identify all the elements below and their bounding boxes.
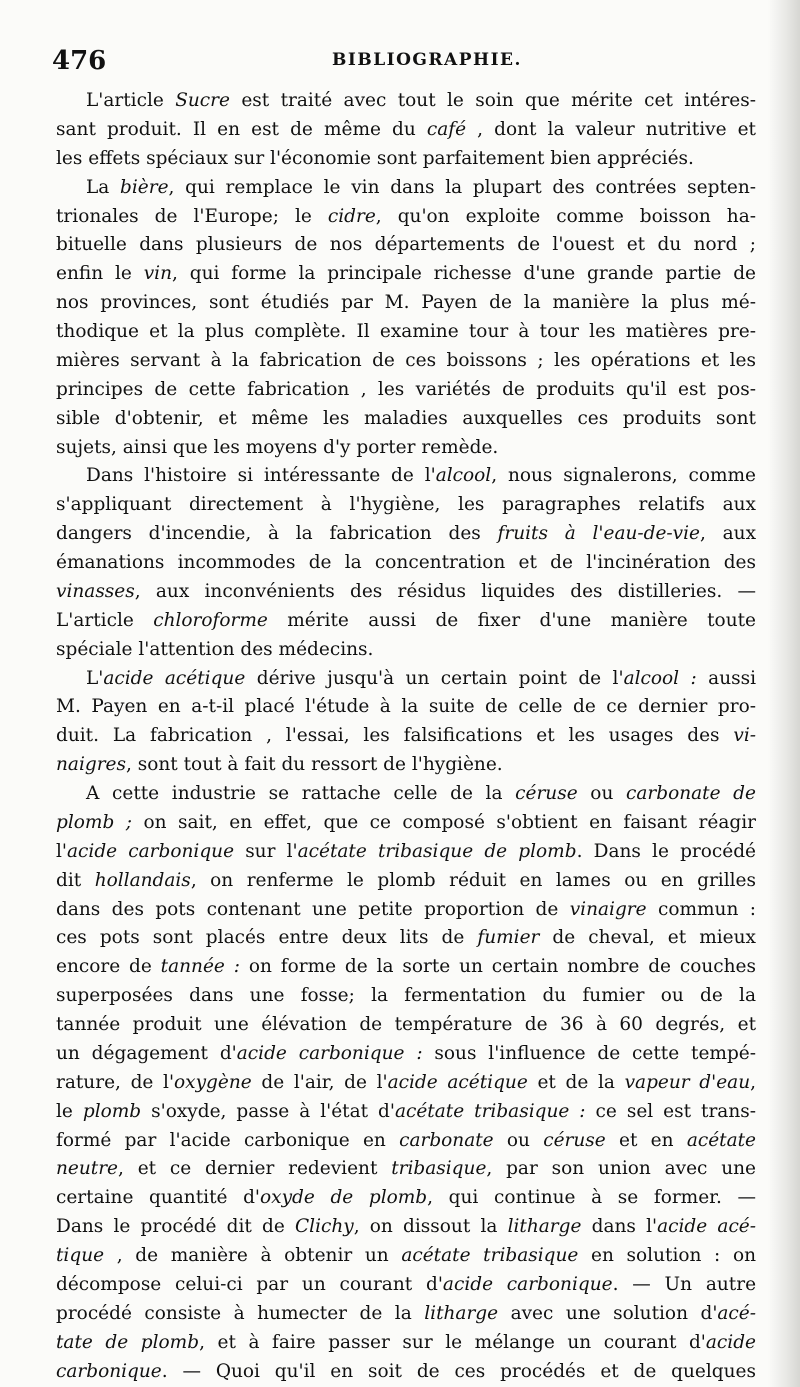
text-run: on sait, en effet, que ce composé s'obtient en faisant réagir: [132, 811, 756, 833]
text-line: [56, 462, 756, 491]
text-line: [56, 231, 756, 260]
text-run: , on dissout la: [353, 1216, 508, 1238]
text-line: [56, 491, 756, 520]
text-run: procédé consiste à humecter de la: [56, 1302, 425, 1324]
italic-term: acétate tribasique de plomb: [297, 840, 577, 862]
body-text: [56, 87, 756, 1386]
text-line: [56, 838, 756, 867]
text-run: superposées dans une fosse; la fermentation du fumier ou de la: [56, 985, 756, 1007]
text-run: , nous signalerons, comme: [491, 465, 756, 487]
text-run: ce sel est trans-: [585, 1100, 756, 1122]
text-run: décompose celui-ci par un courant d': [56, 1273, 443, 1295]
text-run: , qui continue à se former. —: [427, 1187, 756, 1209]
italic-term: acide acé-: [657, 1216, 757, 1238]
text-run: émanations incommodes de la concentration et de l'incinération des: [56, 552, 756, 573]
text-run: dans l': [581, 1216, 658, 1238]
text-run: , et à faire passer sur le mélange un courant d': [199, 1331, 706, 1353]
italic-term: vi-: [733, 725, 756, 747]
page-number: 476: [52, 46, 107, 76]
italic-term: acétate tribasique :: [394, 1100, 586, 1122]
text-line: [56, 549, 756, 578]
italic-term: acé-: [717, 1302, 756, 1324]
text-line: [56, 1271, 756, 1300]
italic-term: acide acétique: [103, 667, 246, 689]
text-run: sous l'influence de cette tempé-: [422, 1042, 757, 1064]
text-run: spéciale l'attention des médecins.: [56, 638, 374, 660]
italic-term: carbonate: [399, 1129, 494, 1151]
text-run: Dans le procédé dit de: [56, 1216, 295, 1238]
text-run: et en: [605, 1129, 687, 1151]
text-run: et de la: [527, 1071, 625, 1093]
text-line: [56, 665, 756, 694]
italic-term: acétate: [686, 1129, 756, 1151]
text-run: dérive jusqu'à un certain point de l': [245, 667, 624, 689]
text-line: [56, 174, 756, 203]
text-line: [56, 1098, 756, 1127]
italic-term: acide carbonique: [67, 840, 235, 862]
italic-term: acide: [705, 1331, 756, 1353]
text-run: . — Un autre: [612, 1273, 757, 1295]
text-run: ou: [577, 783, 626, 804]
italic-term: vinasses: [56, 580, 135, 602]
text-line: [56, 578, 756, 607]
italic-term: fumier: [477, 927, 540, 949]
text-run: est traité avec tout le soin que mérite cet intéres-: [229, 90, 757, 111]
text-line: [56, 693, 756, 722]
text-run: le: [56, 1100, 83, 1122]
italic-term: carbonate de: [626, 783, 756, 804]
page-edge-shadow: [768, 0, 800, 1387]
italic-term: vapeur d'eau: [624, 1071, 751, 1093]
text-line: [56, 1011, 756, 1040]
text-run: de l'air, de l': [251, 1071, 388, 1093]
italic-term: acide carbonique :: [236, 1042, 423, 1064]
running-head: BIBLIOGRAPHIE.: [332, 50, 522, 70]
text-run: . — Quoi qu'il en soit de ces procédés et de quelques: [161, 1360, 756, 1382]
text-run: thodique et la plus complète. Il examine tour à tour les matières pre-: [56, 321, 756, 342]
italic-term: alcool :: [623, 667, 697, 689]
text-line: [56, 1213, 756, 1242]
text-run: , qui remplace le vin dans la plupart des contrées septen-: [168, 176, 756, 198]
text-run: de cheval, et mieux: [539, 927, 756, 949]
text-line: [56, 1040, 756, 1069]
text-run: Dans l'histoire si intéressante de l': [86, 465, 436, 487]
text-line: [56, 896, 756, 925]
text-run: duit. La fabrication , l'essai, les falsifications et les usages des: [56, 725, 734, 747]
text-run: , aux: [700, 523, 757, 545]
italic-term: plomb: [82, 1100, 142, 1122]
text-run: , et ce dernier redevient: [118, 1158, 392, 1180]
text-run: s'appliquant directement à l'hygiène, les paragraphes relatifs aux: [56, 494, 756, 516]
italic-term: acide carbonique: [442, 1273, 613, 1295]
italic-term: alcool: [435, 465, 492, 487]
text-line: [56, 780, 756, 809]
italic-term: tribasique: [391, 1158, 487, 1180]
text-run: L'article: [56, 609, 154, 631]
text-line: [56, 145, 756, 174]
text-run: rature, de l': [56, 1071, 175, 1093]
text-run: L': [86, 667, 104, 689]
text-run: aussi: [696, 667, 757, 689]
text-line: [56, 607, 756, 636]
italic-term: naigres: [56, 754, 126, 776]
text-run: La: [86, 176, 121, 198]
text-run: bituelle dans plusieurs de nos départements de l'ouest et du nord ;: [56, 234, 756, 256]
text-run: , par son union avec une: [486, 1158, 756, 1180]
text-run: , qui forme la principale richesse d'une grande partie de: [172, 263, 756, 285]
text-line: [56, 809, 756, 838]
page-header: [52, 46, 752, 76]
text-run: , on renferme le plomb réduit en lames ou en grilles: [190, 869, 757, 891]
text-line: [56, 405, 756, 434]
italic-term: chloroforme: [153, 609, 268, 631]
text-run: , aux inconvénients des résidus liquides des distilleries. —: [134, 580, 756, 602]
italic-term: bière: [120, 176, 169, 198]
text-run: nos provinces, sont étudiés par M. Payen de la manière la plus mé-: [56, 292, 756, 314]
text-line: [56, 434, 756, 463]
text-run: trionales de l'Europe; le: [56, 205, 328, 227]
text-run: sant produit. Il en est de même du: [56, 118, 427, 140]
italic-term: oxygène: [174, 1071, 252, 1093]
text-run: sujets, ainsi que les moyens d'y porter remède.: [56, 436, 499, 458]
italic-term: cidre: [327, 205, 376, 227]
italic-term: Sucre: [175, 90, 230, 111]
italic-term: oxyde de plomb: [260, 1187, 428, 1209]
italic-term: neutre: [56, 1158, 119, 1180]
text-run: principes de cette fabrication , les variétés de produits qu'il est pos-: [56, 378, 756, 400]
text-line: [56, 722, 756, 751]
text-line: [56, 289, 756, 318]
italic-term: acétate tribasique: [401, 1245, 579, 1266]
text-line: [56, 982, 756, 1011]
italic-term: café: [426, 118, 467, 140]
text-run: sur l': [234, 840, 298, 862]
text-run: commun :: [646, 898, 756, 920]
text-line: [56, 116, 756, 145]
text-run: A cette industrie se rattache celle de la: [86, 783, 516, 804]
italic-term: Clichy: [295, 1216, 354, 1238]
text-run: sible d'obtenir, et même les maladies auxquelles ces produits sont: [56, 407, 756, 429]
text-run: mières servant à la fabrication de ces boissons ; les opérations et les: [56, 349, 756, 371]
text-line: [56, 520, 756, 549]
italic-term: céruse: [543, 1129, 606, 1151]
italic-term: céruse: [515, 783, 578, 804]
text-line: [56, 376, 756, 405]
italic-term: carbonique: [56, 1360, 162, 1382]
text-line: [56, 953, 756, 982]
text-run: encore de: [56, 956, 161, 978]
italic-term: acide acétique: [387, 1071, 528, 1093]
italic-term: vinaigre: [569, 898, 647, 920]
text-run: l': [56, 840, 68, 862]
text-run: certaine quantité d': [56, 1187, 261, 1209]
text-line: [56, 1069, 756, 1098]
text-line: [56, 924, 756, 953]
text-run: ou: [493, 1129, 544, 1151]
italic-term: fruits à l'eau-de-vie: [497, 523, 700, 545]
text-run: ,: [750, 1071, 757, 1093]
text-run: s'oxyde, passe à l'état d': [141, 1100, 395, 1122]
text-run: dit: [56, 869, 95, 891]
text-run: dans des pots contenant une petite proportion de: [56, 898, 570, 920]
text-run: mérite aussi de fixer d'une manière toute: [267, 609, 756, 631]
text-run: formé par l'acide carbonique en: [56, 1129, 400, 1151]
text-line: [56, 260, 756, 289]
text-line: [56, 1358, 756, 1387]
text-run: . Dans le procédé: [576, 840, 756, 862]
text-run: on forme de la sorte un certain nombre de couches: [239, 956, 756, 978]
text-run: , qu'on exploite comme boisson ha-: [375, 205, 756, 227]
text-run: M. Payen en a-t-il placé l'étude à la suite de celle de ce dernier pro-: [56, 696, 756, 718]
text-line: [56, 347, 756, 376]
text-run: , dont la valeur nutritive et: [466, 118, 756, 140]
text-line: [56, 1242, 756, 1271]
text-run: un dégagement d': [56, 1042, 237, 1064]
text-line: [56, 751, 756, 780]
italic-term: litharge: [507, 1216, 582, 1238]
text-line: [56, 203, 756, 232]
text-run: les effets spéciaux sur l'économie sont parfaitement bien appréciés.: [56, 147, 694, 169]
text-line: [56, 1329, 756, 1358]
italic-term: tannée :: [160, 956, 240, 978]
text-run: , sont tout à fait du ressort de l'hygiène.: [126, 754, 503, 776]
text-line: [56, 318, 756, 347]
italic-term: tate de plomb: [56, 1331, 200, 1353]
text-run: ces pots sont placés entre deux lits de: [56, 927, 478, 949]
text-run: , de manière à obtenir un: [104, 1245, 402, 1266]
italic-term: litharge: [424, 1302, 499, 1324]
text-line: [56, 1155, 756, 1184]
text-line: [56, 1127, 756, 1156]
text-line: [56, 87, 756, 116]
italic-term: vin: [143, 263, 173, 285]
italic-term: tique: [56, 1245, 105, 1266]
text-run: enfin le: [56, 263, 144, 285]
text-line: [56, 1184, 756, 1213]
text-run: L'article: [86, 90, 176, 111]
text-line: [56, 1300, 756, 1329]
text-run: en solution : on: [578, 1245, 756, 1266]
text-line: [56, 636, 756, 665]
text-line: [56, 867, 756, 896]
text-run: dangers d'incendie, à la fabrication des: [56, 523, 498, 545]
text-run: avec une solution d': [498, 1302, 718, 1324]
italic-term: plomb ;: [56, 811, 132, 833]
text-run: tannée produit une élévation de température de 36 à 60 degrés, et: [56, 1014, 756, 1035]
italic-term: hollandais: [94, 869, 191, 891]
